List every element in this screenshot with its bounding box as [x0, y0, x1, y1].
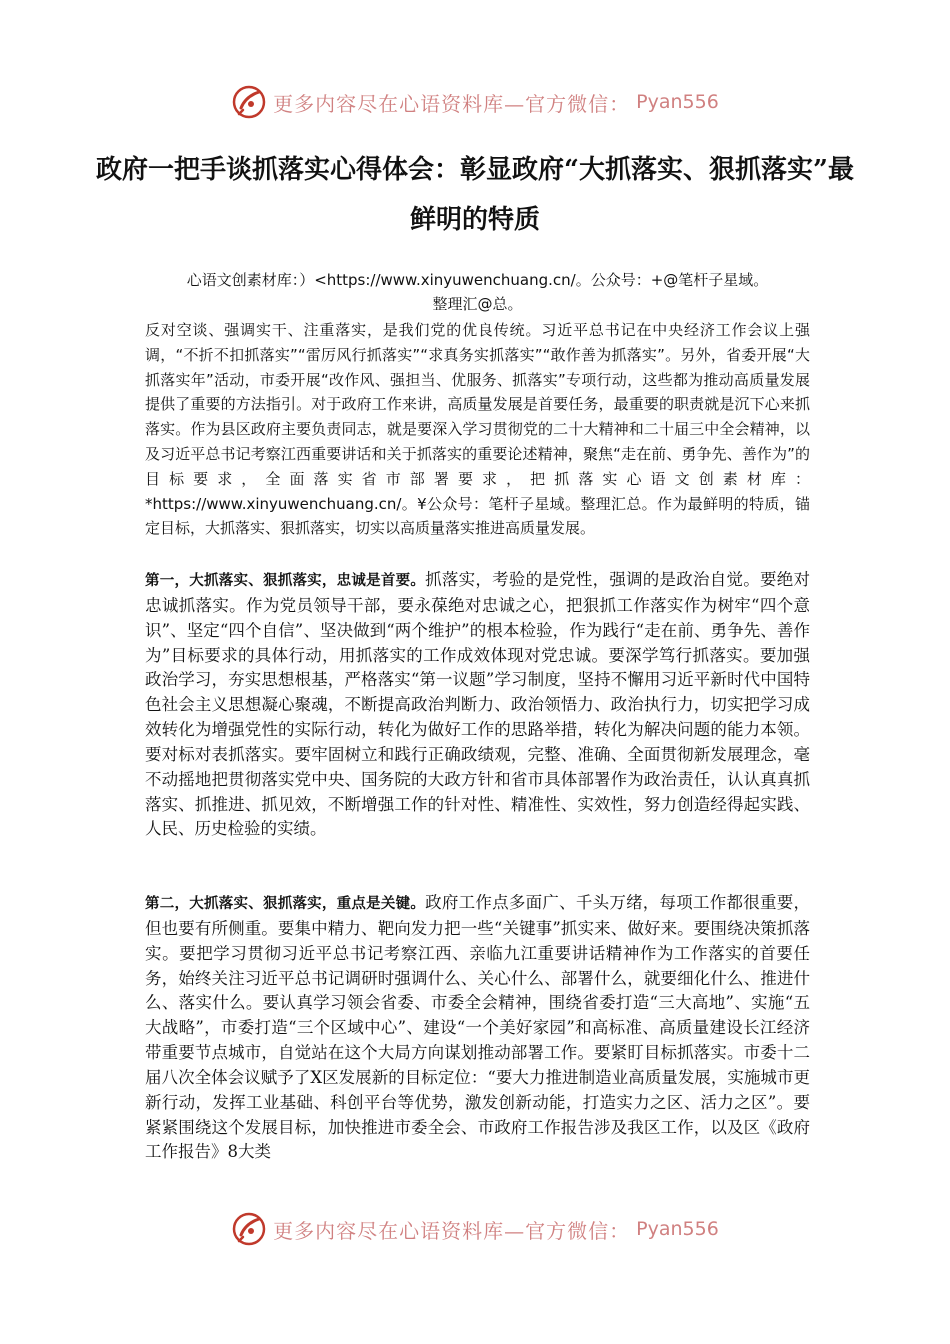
- header-banner: [0, 82, 950, 122]
- section-body-1: 抓落实，考验的是党性，强调的是政治自觉。要绝对忠诚抓落实。作为党员领导干部，要永葆绝对忠诚之心，把狠抓工作落实作为树牢“四个意识”、坚定“四个自信”、坚决做到“两个维护”的根本检验，作为践行“走在前、勇争先、善作为”目标要求的具体行动，用抓落实的工作成效体现对党忠诚。要深学笃行抓落实。要加强政治学习，夯实思想根基，严格落实“第一议题”学习制度，坚持不懈用习近平新时代中国特色社会主义思想凝心聚魂，不断提高政治判断力、政治领悟力、政治执行力，切实把学习成效转化为增强党性的实际行动，转化为做好工作的思路举措，转化为解决问题的能力本领。要对标对表抓落实。要牢固树立和践行正确政绩观，完整、准确、全面贯彻新发展理念，毫不动摇地把贯彻落实党中央、国务院的大政方针和省市具体部署作为政治责任，认认真真抓落实、抓推进、抓见效，不断增强工作的针对性、精准性、实效性，努力创造经得起实践、人民、历史检验的实绩。: [145, 570, 811, 839]
- footer-banner: [0, 1209, 950, 1249]
- logo-icon: [231, 84, 267, 120]
- banner-text: 更多内容尽在心语资料库—官方微信：: [273, 91, 631, 116]
- section-paragraph-2: [145, 891, 810, 1165]
- banner-wechat-id: Pyan556: [636, 91, 719, 113]
- source-line-2: 整理汇@总。: [432, 295, 523, 313]
- document-title: 政府一把手谈抓落实心得体会：彰显政府“大抓落实、狠抓落实”最鲜明的特质: [96, 155, 854, 235]
- banner-wechat-id: Pyan556: [636, 1218, 719, 1240]
- source-info: [145, 268, 810, 316]
- source-line-1: 心语文创素材库：）<https://www.xinyuwenchuang.cn/。公众号：+@笔杆子星域。: [186, 271, 769, 289]
- section-paragraph-1: [145, 568, 810, 842]
- banner-text: 更多内容尽在心语资料库—官方微信：: [273, 1218, 631, 1243]
- section-lead-2: 第二，大抓落实、狠抓落实，重点是关键。: [145, 896, 426, 912]
- section-lead-1: 第一，大抓落实、狠抓落实，忠诚是首要。: [145, 573, 426, 589]
- intro-paragraph: 反对空谈、强调实干、注重落实，是我们党的优良传统。习近平总书记在中央经济工作会议上强调，“不折不扣抓落实”“雷厉风行抓落实”“求真务实抓落实”“敢作善为抓落实”。另外，省委开展“大抓落实年”活动，市委开展“改作风、强担当、优服务、抓落实”专项行动，这些都为推动高质量发展提供了重要的方法指引。对于政府工作来讲，高质量发展是首要任务，最重要的职责就是沉下心来抓落实。作为县区政府主要负责同志，就是要深入学习贯彻党的二十大精神和二十届三中全会精神，以及习近平总书记考察江西重要讲话和关于抓落实的重要论述精神，聚焦“走在前、勇争先、善作为”的目标要求，全面落实省市部署要求，把抓落实心语文创素材库：*https://www.xinyuwenchuang.cn/。¥公众号：笔杆子星域。整理汇总。作为最鲜明的特质，锚定目标，大抓落实、狠抓落实，切实以高质量落实推进高质量发展。: [145, 321, 810, 538]
- section-body-2: 政府工作点多面广、千头万绪，每项工作都很重要，但也要有所侧重。要集中精力、靶向发力把一些“关键事”抓实来、做好来。要围绕决策抓落实。要把学习贯彻习近平总书记考察江西、亲临九江重要讲话精神作为工作落实的首要任务，始终关注习近平总书记调研时强调什么、关心什么、部署什么，就要细化什么、推进什么、落实什么。要认真学习领会省委、市委全会精神，围绕省委打造“三大高地”、实施“五大战略”，市委打造“三个区域中心”、建设“一个美好家园”和高标准、高质量建设长江经济带重要节点城市，自觉站在这个大局方向谋划推动部署工作。要紧盯目标抓落实。市委十二届八次全体会议赋予了X区发展新的目标定位：“要大力推进制造业高质量发展，实施城市更新行动，发挥工业基础、科创平台等优势，激发创新动能，打造实力之区、活力之区”。要紧紧围绕这个发展目标，加快推进市委全会、市政府工作报告涉及我区工作，以及区《政府工作报告》8大类: [145, 893, 811, 1162]
- logo-icon: [231, 1211, 267, 1247]
